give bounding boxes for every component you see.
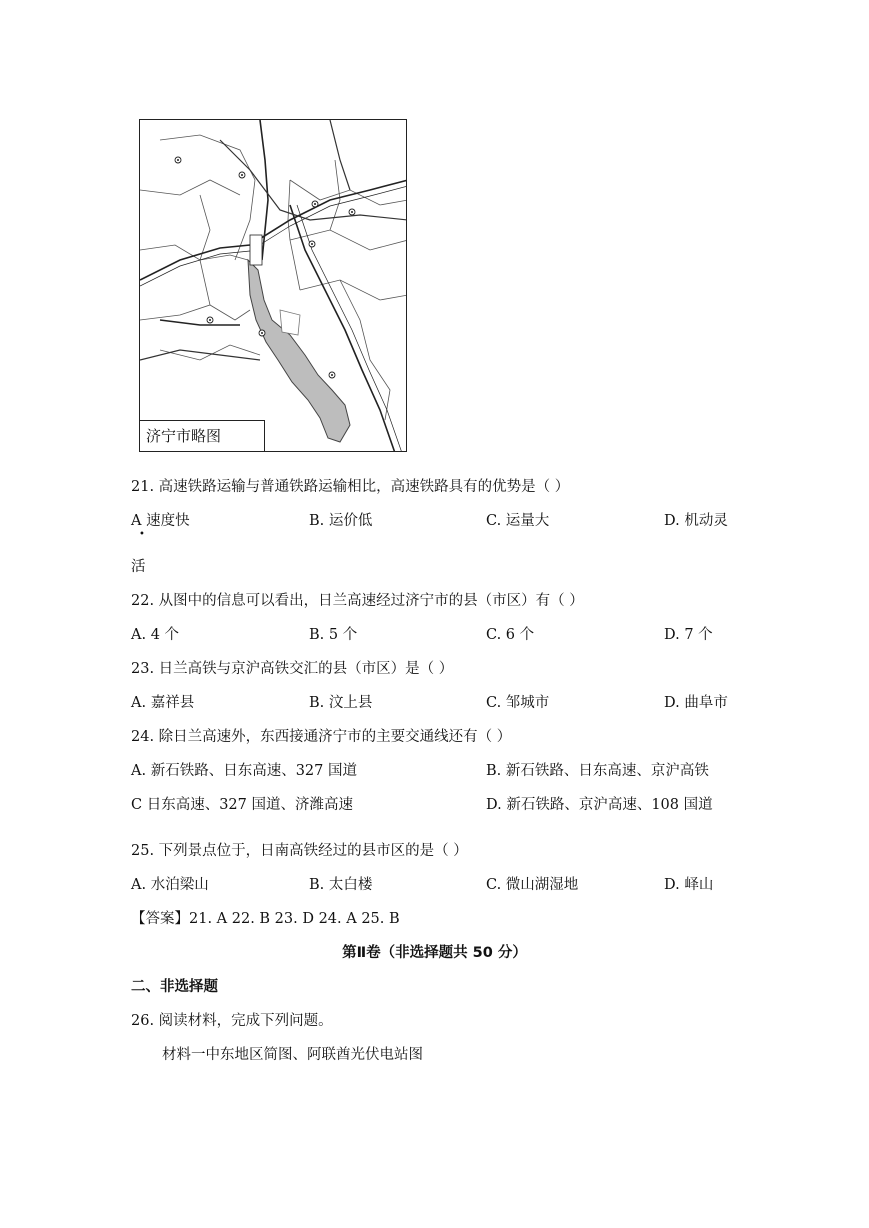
- answer-key: 【答案】21. A 22. B 23. D 24. A 25. B: [131, 911, 400, 927]
- q25-option-d: D. 峄山: [664, 877, 714, 893]
- question-26-stem: 26. 阅读材料，完成下列问题。: [131, 1013, 333, 1029]
- q21-option-b: B. 运价低: [309, 513, 373, 529]
- weishan-lake: [248, 260, 350, 442]
- q24-option-b: B. 新石铁路、日东高速、京沪高铁: [486, 763, 709, 779]
- q25-option-c: C. 微山湖湿地: [486, 877, 579, 893]
- section-2-heading: 二、非选择题: [131, 979, 218, 995]
- q26-material: 材料一中东地区简图、阿联酋光伏电站图: [162, 1047, 423, 1063]
- q21-option-a: A 速度快: [131, 513, 190, 529]
- jining-map-drawing: [140, 120, 407, 452]
- q24-option-d: D. 新石铁路、京沪高速、108 国道: [486, 797, 713, 813]
- q22-option-d: D. 7 个: [664, 627, 713, 643]
- q25-option-b: B. 太白楼: [309, 877, 373, 893]
- q21-option-c: C. 运量大: [486, 513, 550, 529]
- question-23-stem: 23. 日兰高铁与京沪高铁交汇的县（市区）是（ ）: [131, 661, 454, 677]
- emphasis-dot: •: [139, 529, 145, 540]
- map-caption: 济宁市略图: [140, 420, 265, 451]
- q21-option-d-continuation: 活: [131, 559, 146, 575]
- q22-option-b: B. 5 个: [309, 627, 358, 643]
- q23-option-a: A. 嘉祥县: [131, 695, 195, 711]
- q22-option-a: A. 4 个: [131, 627, 180, 643]
- question-21-stem: 21. 高速铁路运输与普通铁路运输相比，高速铁路具有的优势是（ ）: [131, 479, 570, 495]
- q23-option-c: C. 邹城市: [486, 695, 550, 711]
- q23-option-b: B. 汶上县: [309, 695, 373, 711]
- question-22-stem: 22. 从图中的信息可以看出，日兰高速经过济宁市的县（市区）有（ ）: [131, 593, 584, 609]
- q24-option-a: A. 新石铁路、日东高速、327 国道: [131, 763, 357, 779]
- question-24-stem: 24. 除日兰高速外，东西接通济宁市的主要交通线还有（ ）: [131, 729, 512, 745]
- q21-option-d: D. 机动灵: [664, 513, 728, 529]
- part-2-title: 第Ⅱ卷（非选择题共 50 分）: [342, 945, 527, 961]
- question-25-stem: 25. 下列景点位于，日南高铁经过的县市区的是（ ）: [131, 843, 468, 859]
- q24-option-c: C 日东高速、327 国道、济潍高速: [131, 797, 353, 813]
- jining-map-figure: [139, 119, 407, 452]
- q25-option-a: A. 水泊梁山: [131, 877, 209, 893]
- q22-option-c: C. 6 个: [486, 627, 535, 643]
- q23-option-d: D. 曲阜市: [664, 695, 728, 711]
